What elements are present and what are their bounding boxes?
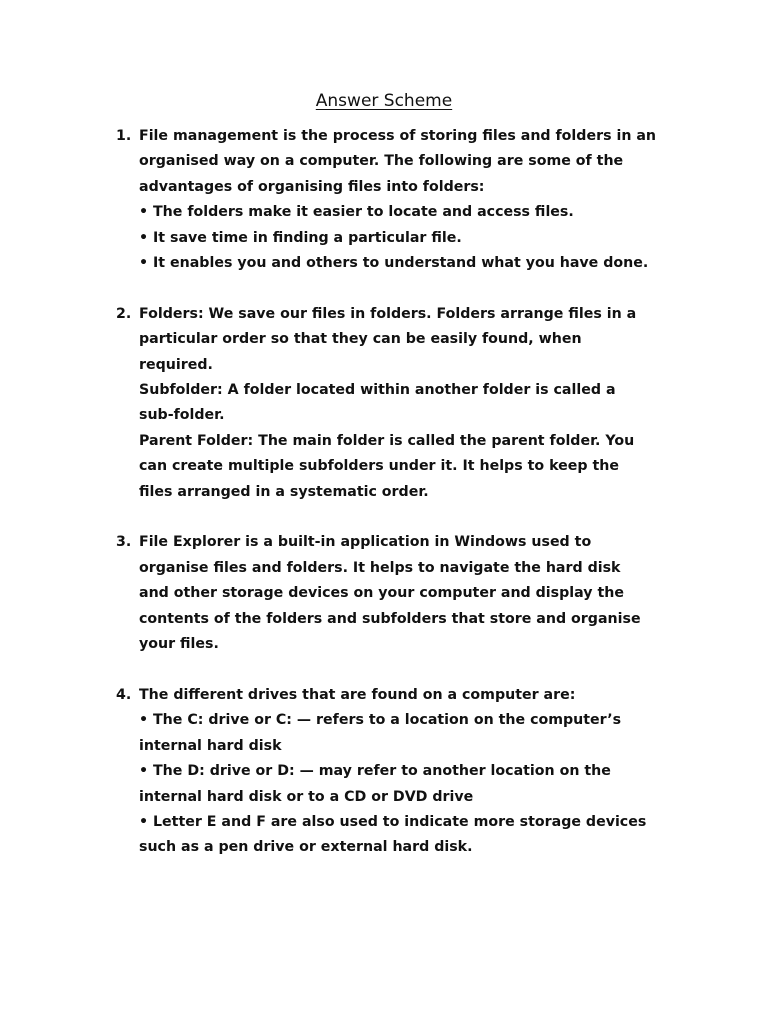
bullet-line: • It save time in finding a particular file. — [139, 229, 462, 246]
text-line: files arranged in a systematic order. — [139, 483, 429, 500]
answer-item-1 — [116, 124, 686, 276]
item-number: 2. — [116, 305, 132, 322]
bullet-line: • The C: drive or C: — refers to a location on the computer’s — [139, 712, 622, 729]
answer-item-3 — [116, 530, 686, 657]
text-line: internal hard disk — [139, 737, 282, 754]
answer-item-4 — [116, 683, 686, 861]
bullet-line: • The folders make it easier to locate and access files. — [139, 204, 574, 221]
bullet-line: • Letter E and F are also used to indicate more storage devices — [139, 813, 647, 830]
text-line: internal hard disk or to a CD or DVD drive — [139, 788, 474, 805]
text-line: and other storage devices on your computer and display the — [139, 585, 624, 602]
text-line: The different drives that are found on a computer are: — [139, 686, 576, 703]
text-line: Subfolder: A folder located within another folder is called a — [139, 382, 616, 399]
text-line: Folders: We save our files in folders. Folders arrange files in a — [139, 305, 637, 322]
text-line: organised way on a computer. The following are some of the — [139, 153, 624, 170]
item-number: 1. — [116, 128, 132, 144]
text-line: File management is the process of storing files and folders in an — [139, 128, 657, 144]
text-line: your files. — [139, 636, 219, 653]
text-line: sub-folder. — [139, 407, 225, 424]
text-line: such as a pen drive or external hard disk. — [139, 839, 473, 856]
text-line: File Explorer is a built-in application in Windows used to — [139, 534, 592, 551]
item-number: 3. — [116, 534, 132, 551]
item-number: 4. — [116, 686, 132, 703]
bullet-line: • It enables you and others to understand what you have done. — [139, 255, 649, 272]
bullet-line: • The D: drive or D: — may refer to another location on the — [139, 763, 611, 780]
text-line: required. — [139, 356, 213, 373]
text-line: particular order so that they can be easily found, when — [139, 331, 582, 348]
text-line: organise files and folders. It helps to navigate the hard disk — [139, 559, 621, 576]
text-line: Parent Folder: The main folder is called the parent folder. You — [139, 432, 635, 449]
page-title: Answer Scheme — [315, 91, 453, 111]
answer-item-2 — [116, 302, 686, 505]
text-line: advantages of organising files into folders: — [139, 178, 485, 195]
text-line: contents of the folders and subfolders that store and organise — [139, 610, 641, 627]
text-line: can create multiple subfolders under it. It helps to keep the — [139, 458, 619, 475]
answer-list — [116, 124, 686, 886]
